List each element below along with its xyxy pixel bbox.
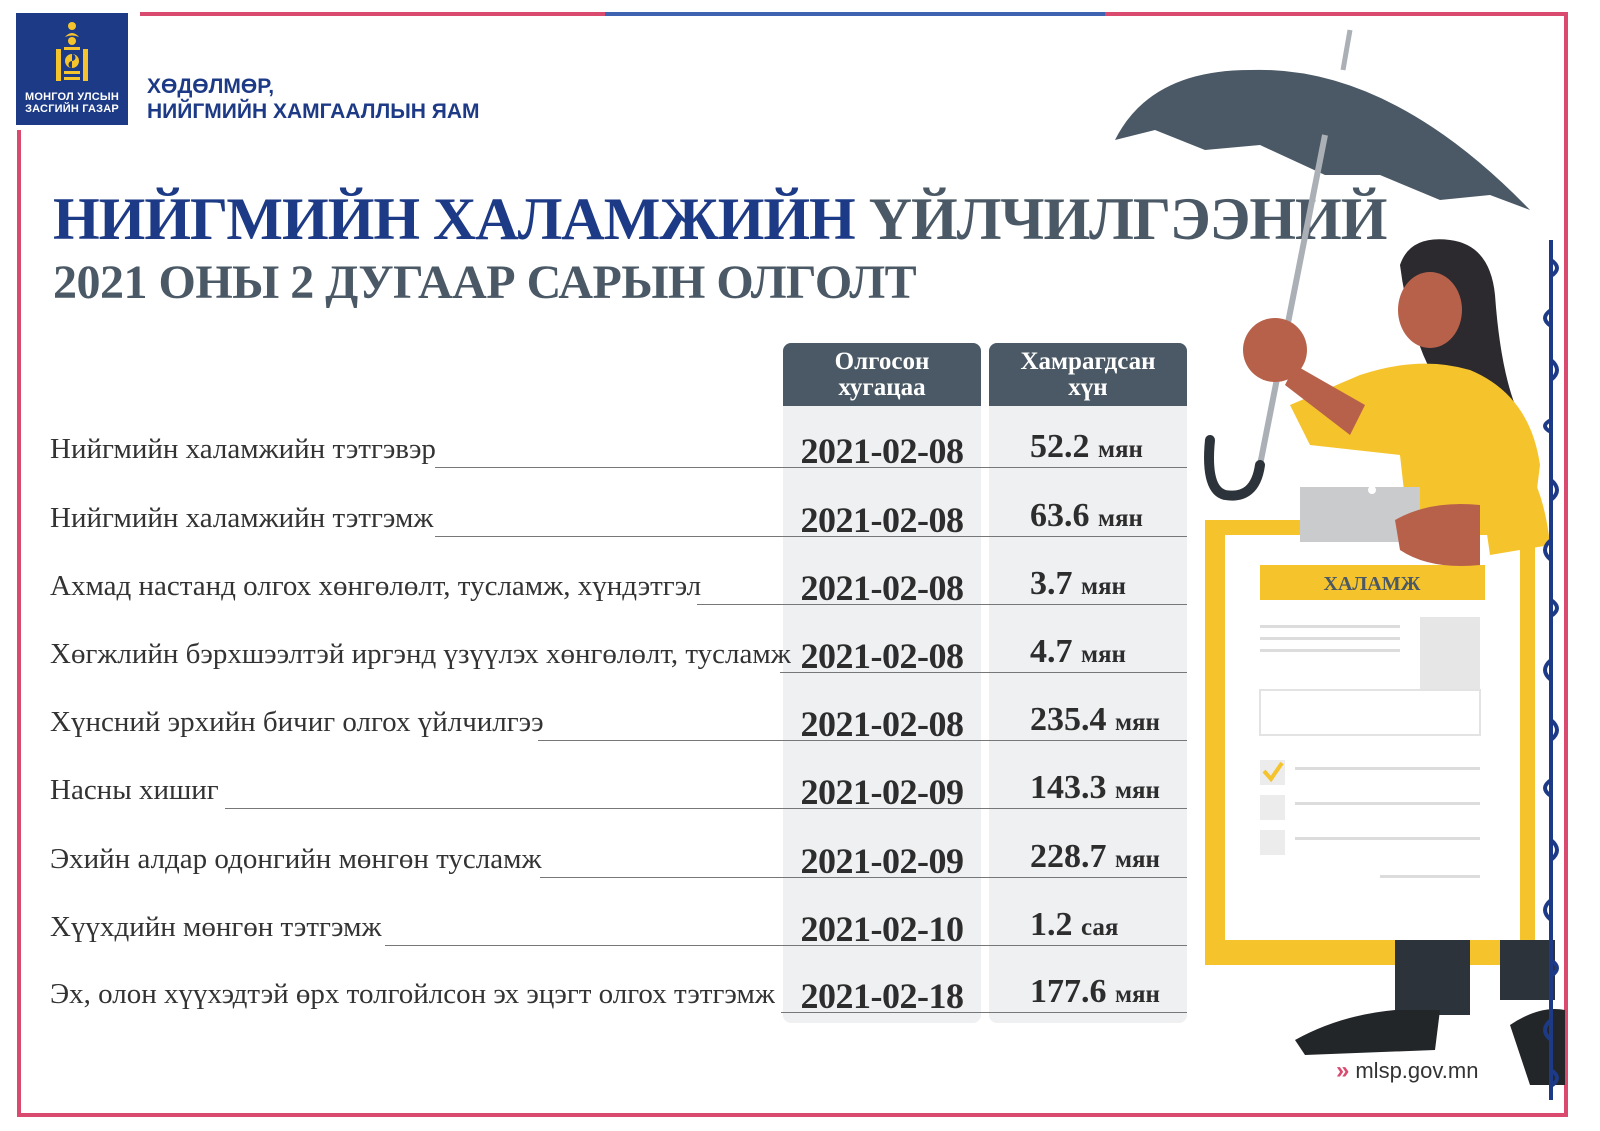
count-unit: мян — [1115, 709, 1160, 736]
count-unit: мян — [1098, 436, 1143, 463]
disbursement-date: 2021-02-09 — [800, 772, 964, 812]
title-part-1: НИЙГМИЙН ХАЛАМЖИЙН — [53, 186, 855, 252]
date-column-header — [783, 343, 981, 406]
count-value: 1.2 — [1030, 906, 1073, 943]
count-value: 177.6 — [1030, 973, 1107, 1010]
disbursement-date: 2021-02-08 — [800, 636, 964, 676]
benefit-name: Эх, олон хүүхэдтэй өрх толгойлсон эх эцэгт олгох тэтгэмж — [50, 978, 775, 1010]
benefit-name: Хүүхдийн мөнгөн тэтгэмж — [50, 911, 382, 943]
disbursement-date: 2021-02-08 — [800, 431, 964, 471]
disbursement-date: 2021-02-10 — [800, 909, 964, 949]
disbursement-date: 2021-02-18 — [800, 976, 964, 1016]
row-leader-line — [225, 808, 1187, 809]
logo-line-1: МОНГОЛ УЛСЫН — [24, 91, 119, 103]
disbursement-date: 2021-02-08 — [800, 568, 964, 608]
website-url: mlsp.gov.mn — [1355, 1058, 1479, 1083]
count-unit: мян — [1081, 641, 1126, 668]
beneficiary-count — [1030, 906, 1118, 944]
ministry-name — [147, 74, 480, 124]
soyombo-emblem-icon — [54, 21, 90, 87]
frame-top-segment — [605, 12, 1105, 16]
count-unit: мян — [1115, 981, 1160, 1008]
benefit-name: Эхийн алдар одонгийн мөнгөн тусламж — [50, 843, 542, 875]
frame-bottom — [17, 1113, 1565, 1117]
frame-top-segment — [1105, 12, 1565, 16]
count-unit: мян — [1098, 505, 1143, 532]
disbursement-date: 2021-02-08 — [800, 500, 964, 540]
disbursement-date: 2021-02-09 — [800, 841, 964, 881]
count-header-line-1: Хамрагдсан — [1020, 347, 1156, 375]
frame-top-segment — [140, 12, 605, 16]
count-unit: сая — [1081, 914, 1119, 941]
ministry-line-2: НИЙГМИЙН ХАМГААЛЛЫН ЯАМ — [147, 100, 480, 123]
count-unit: мян — [1115, 777, 1160, 804]
clipboard-label: ХАЛАМЖ — [1323, 573, 1421, 595]
count-unit: мян — [1081, 573, 1126, 600]
count-value: 52.2 — [1030, 428, 1090, 465]
website-link[interactable] — [1336, 1057, 1478, 1085]
benefit-name: Хүнсний эрхийн бичиг олгох үйлчилгээ — [50, 706, 544, 738]
disbursement-date: 2021-02-08 — [800, 704, 964, 744]
count-value: 63.6 — [1030, 497, 1090, 534]
benefit-name: Ахмад настанд олгох хөнгөлөлт, тусламж, хүндэтгэл — [50, 570, 702, 602]
count-value: 4.7 — [1030, 633, 1073, 670]
benefit-name: Нийгмийн халамжийн тэтгэвэр — [50, 433, 436, 465]
mongolian-script-decoration — [1536, 240, 1566, 1100]
count-header-line-2: хүн — [1068, 373, 1108, 401]
date-header-line-1: Олгосон — [834, 347, 930, 375]
count-value: 3.7 — [1030, 565, 1073, 602]
benefit-name: Нийгмийн халамжийн тэтгэмж — [50, 502, 434, 534]
logo-line-2: ЗАСГИЙН ГАЗАР — [25, 103, 119, 115]
page-subtitle: 2021 ОНЫ 2 ДУГААР САРЫН ОЛГОЛТ — [53, 256, 917, 309]
count-value: 143.3 — [1030, 769, 1107, 806]
count-value: 235.4 — [1030, 701, 1107, 738]
benefit-name: Хөгжлийн бэрхшээлтэй иргэнд үзүүлэх хөнгөлөлт, тусламж — [50, 638, 791, 670]
woman-with-umbrella-illustration — [1110, 25, 1570, 1105]
government-logo — [16, 13, 128, 125]
title-part-2: ҮЙЛЧИЛГЭЭНИЙ — [868, 186, 1387, 252]
count-value: 228.7 — [1030, 838, 1107, 875]
ministry-line-1: ХӨДӨЛМӨР, — [147, 75, 275, 98]
date-header-line-2: хугацаа — [838, 373, 926, 401]
benefit-name: Насны хишиг — [50, 774, 219, 806]
double-chevron-right-icon: » — [1336, 1057, 1346, 1084]
count-unit: мян — [1115, 846, 1160, 873]
